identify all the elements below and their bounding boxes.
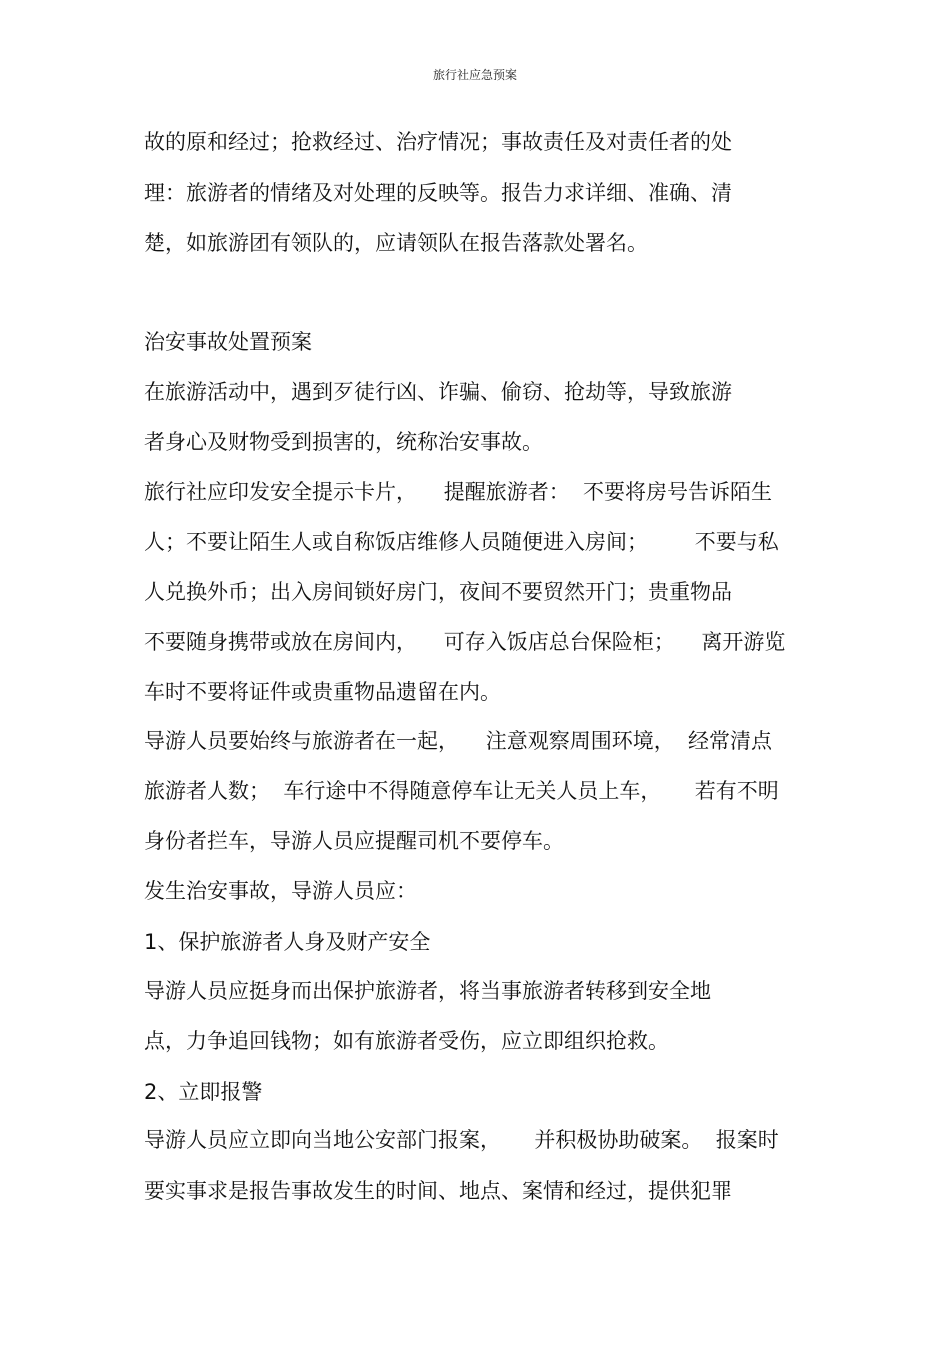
text-line: 在旅游活动中，遇到歹徒行凶、诈骗、偷窃、抢劫等，导致旅游 — [144, 380, 732, 404]
text-line: 要实事求是报告事故发生的时间、地点、案情和经过，提供犯罪 — [144, 1179, 732, 1203]
numbered-heading: 1、保护旅游者人身及财产安全 — [144, 930, 431, 954]
text-line: 理：旅游者的情绪及对处理的反映等。报告力求详细、准确、清 — [144, 181, 732, 205]
text-line: 者身心及财物受到损害的，统称治安事故。 — [144, 430, 543, 454]
text-line: 发生治安事故，导游人员应： — [144, 879, 417, 903]
text-line: 故的原和经过；抢救经过、治疗情况；事故责任及对责任者的处 — [144, 130, 732, 154]
text-line: 旅游者人数； 车行途中不得随意停车让无关人员上车， 若有不明 — [144, 779, 779, 803]
text-line: 人兑换外币；出入房间锁好房门，夜间不要贸然开门；贵重物品 — [144, 580, 732, 604]
text-line: 旅行社应印发安全提示卡片， 提醒旅游者： 不要将房号告诉陌生 — [144, 480, 773, 504]
page-header-title: 旅行社应急预案 — [432, 68, 517, 82]
text-line: 不要随身携带或放在房间内， 可存入饭店总台保险柜； 离开游览 — [144, 630, 786, 654]
text-line: 身份者拦车，导游人员应提醒司机不要停车。 — [144, 829, 564, 853]
text-line: 导游人员要始终与旅游者在一起， 注意观察周围环境， 经常清点 — [144, 729, 773, 753]
text-line: 楚，如旅游团有领队的，应请领队在报告落款处署名。 — [144, 231, 648, 255]
text-line: 人；不要让陌生人或自称饭店维修人员随便进入房间； 不要与私 — [144, 530, 779, 554]
text-line: 车时不要将证件或贵重物品遗留在内。 — [144, 680, 501, 704]
text-line: 导游人员应挺身而出保护旅游者，将当事旅游者转移到安全地 — [144, 979, 711, 1003]
text-line: 点，力争追回钱物；如有旅游者受伤，应立即组织抢救。 — [144, 1029, 669, 1053]
text-line: 导游人员应立即向当地公安部门报案， 并积极协助破案。 报案时 — [144, 1128, 779, 1152]
numbered-heading: 2、立即报警 — [144, 1080, 263, 1104]
section-heading: 治安事故处置预案 — [144, 330, 312, 354]
